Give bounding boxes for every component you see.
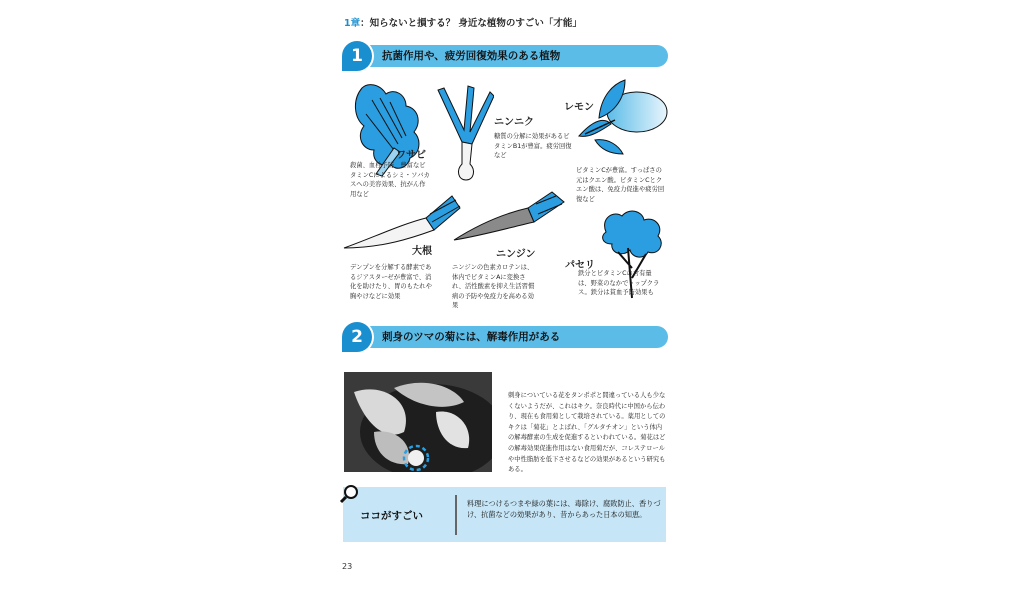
koko-divider	[455, 495, 457, 535]
plant-name-wasabi: ワサビ	[396, 150, 426, 161]
koko-label: ココがすごい	[360, 510, 423, 522]
magnifier-icon	[339, 484, 359, 504]
plant-name-parsley: パセリ	[565, 260, 595, 271]
section2-title-bar	[358, 326, 668, 348]
daikon-illustration	[342, 194, 462, 254]
plant-desc-carrot: ニンジンの色素カロテンは、体内でビタミンAに変換され、活性酸素を抑え生活習慣病の予防や免疫力を高める効果	[452, 264, 535, 309]
section1-number-badge: 1	[342, 41, 372, 71]
section2-number-badge: 2	[342, 322, 372, 352]
sashimi-photo	[344, 372, 492, 472]
plant-desc-garlic: 糖質の分解に効果があるビタミンB1が豊富。疲労回復など	[494, 133, 572, 159]
koko-text: 料理につけるつまや緑の葉には、毒除け、腐敗防止、香りづけ、抗菌などの効果があり、昔からあった日本の知恵。	[467, 499, 661, 519]
plant-desc-lemon: ビタミンCが豊富。すっぱさの元はクエン酸。ビタミンCとクエン酸は、免疫力促進や疲労回復など	[576, 167, 665, 203]
page-number: 23	[342, 562, 353, 571]
chapter-heading	[344, 15, 582, 29]
section2-body: 刺身についている花をタンポポと間違っている人も少なくないようだが、これはキク。奈良時代に中国から伝わり、現在も食用菊として栽培されている。薬用としてのキクは「菊花」とよばれ、「グルタチオン」という体内の解毒酵素の生成を促進するといわれている。菊花はどの解毒効果促進作用はない食用菊だが、コレステロールや中性脂肪を低下させるなどの効果があるという研究もある。	[508, 392, 666, 474]
plant-desc-daikon: デンプンを分解する酵素であるジアスターゼが豊富で、消化を助けたり、胃のもたれや胸やけなどに効果	[350, 264, 432, 300]
plant-desc-wasabi: 殺菌、血栓予防、豊富なビタミンCによるシミ・ソバカスへの美容効果、抗がん作用など	[350, 162, 430, 198]
chapter-number: 1章	[344, 18, 361, 29]
plant-name-lemon: レモン	[564, 102, 594, 113]
lemon-illustration	[575, 78, 670, 158]
chapter-title: ：知らないと損する？ 身近な植物のすごい「才能」	[360, 18, 582, 29]
plant-name-daikon: 大根	[412, 246, 432, 257]
plant-name-garlic: ニンニク	[494, 117, 534, 128]
carrot-illustration	[452, 190, 566, 245]
section2-title: 刺身のツマの菊には、解毒作用がある	[382, 331, 561, 343]
plant-desc-parsley: 鉄分とビタミンCの含有量は、野菜のなかでトップクラス。鉄分は貧血予防効果も	[578, 270, 660, 296]
section1-title-bar	[358, 45, 668, 67]
section1-title: 抗菌作用や、疲労回復効果のある植物	[382, 50, 561, 62]
garlic-illustration	[432, 82, 494, 182]
plant-name-carrot: ニンジン	[496, 249, 536, 260]
